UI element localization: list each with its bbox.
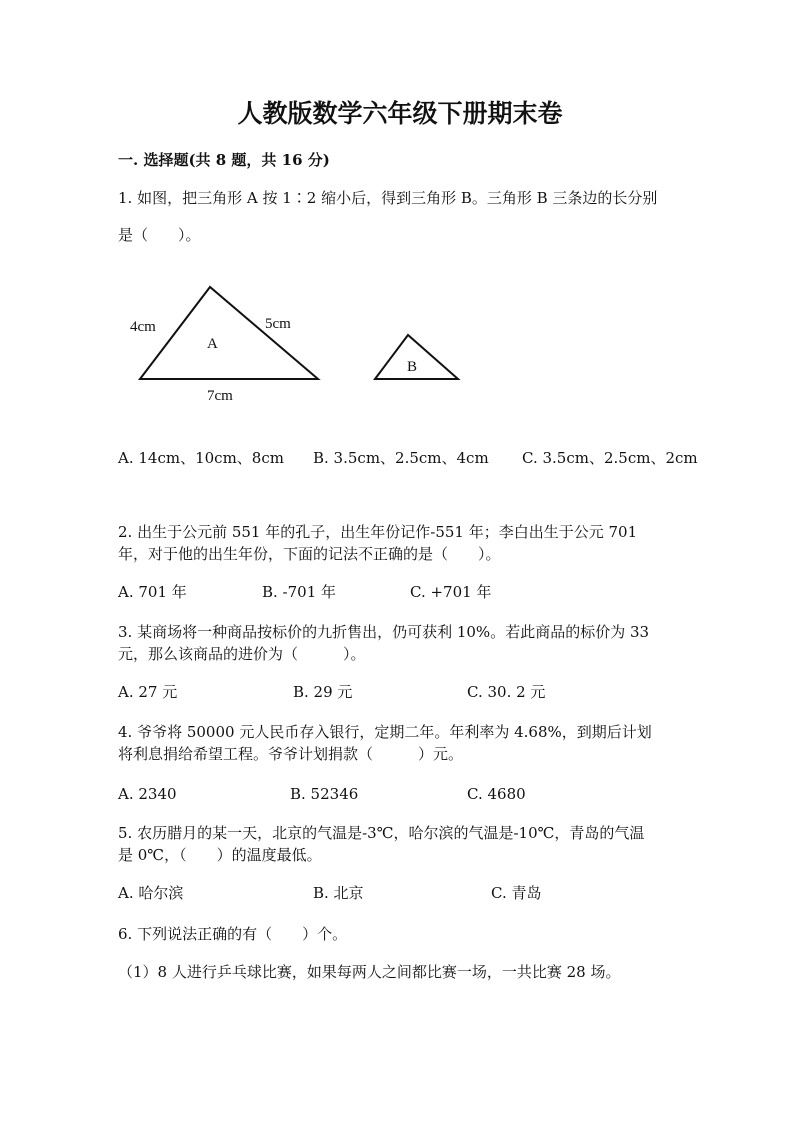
question-5-option-b: B. 北京 [313,884,364,902]
question-3-option-a: A. 27 元 [118,683,178,701]
question-4-line-2: 将利息捐给希望工程。爷爷计划捐款（ ）元。 [118,745,464,763]
question-6-line-1: 6. 下列说法正确的有（ ）个。 [118,925,348,943]
question-1-option-a: A. 14cm、10cm、8cm [118,449,284,467]
question-5-line-2: 是 0℃，（ ）的温度最低。 [118,846,322,864]
question-3-option-b: B. 29 元 [293,683,353,701]
triangle-a-right-side-label: 5cm [265,316,291,332]
question-6-sub-item-1: （1）8 人进行乒乓球比赛，如果每两人之间都比赛一场，一共比赛 28 场。 [118,963,621,981]
question-2-option-c: C. +701 年 [410,583,492,601]
question-3-line-2: 元，那么该商品的进价为（ ）。 [118,645,366,663]
triangle-figure [110,275,490,415]
section-heading: 一. 选择题(共 8 题，共 16 分) [118,151,330,169]
question-5-option-a: A. 哈尔滨 [118,884,184,902]
question-4-line-1: 4. 爷爷将 50000 元人民币存入银行，定期二年。年利率为 4.68%，到期后计划 [118,723,652,741]
question-4-option-a: A. 2340 [118,785,177,803]
question-3-option-c: C. 30. 2 元 [467,683,546,701]
page-title: 人教版数学六年级下册期末卷 [237,99,563,128]
question-1-line-1: 1. 如图，把三角形 A 按 1∶2 缩小后，得到三角形 B。三角形 B 三条边的长分别 [118,189,658,207]
question-2-option-a: A. 701 年 [118,583,187,601]
question-1-option-c: C. 3.5cm、2.5cm、2cm [522,449,698,467]
question-2-option-b: B. -701 年 [262,583,337,601]
question-4-option-b: B. 52346 [290,785,359,803]
question-5-option-c: C. 青岛 [491,884,542,902]
question-2-line-1: 2. 出生于公元前 551 年的孔子，出生年份记作-551 年；李白出生于公元 701 [118,523,638,541]
question-2-line-2: 年，对于他的出生年份，下面的记法不正确的是（ ）。 [118,545,501,563]
question-1-option-b: B. 3.5cm、2.5cm、4cm [313,449,489,467]
triangle-a-label: A [207,336,218,352]
question-5-line-1: 5. 农历腊月的某一天，北京的气温是-3℃，哈尔滨的气温是-10℃，青岛的气温 [118,824,645,842]
triangle-a-base-label: 7cm [207,388,233,404]
question-1-line-2: 是（ ）。 [118,226,201,244]
triangle-b [375,335,458,379]
question-3-line-1: 3. 某商场将一种商品按标价的九折售出，仍可获利 10%。若此商品的标价为 33 [118,623,650,641]
question-4-option-c: C. 4680 [467,785,526,803]
triangle-a-left-side-label: 4cm [130,319,156,335]
triangle-a [130,287,318,404]
triangle-b-label: B [407,359,418,375]
